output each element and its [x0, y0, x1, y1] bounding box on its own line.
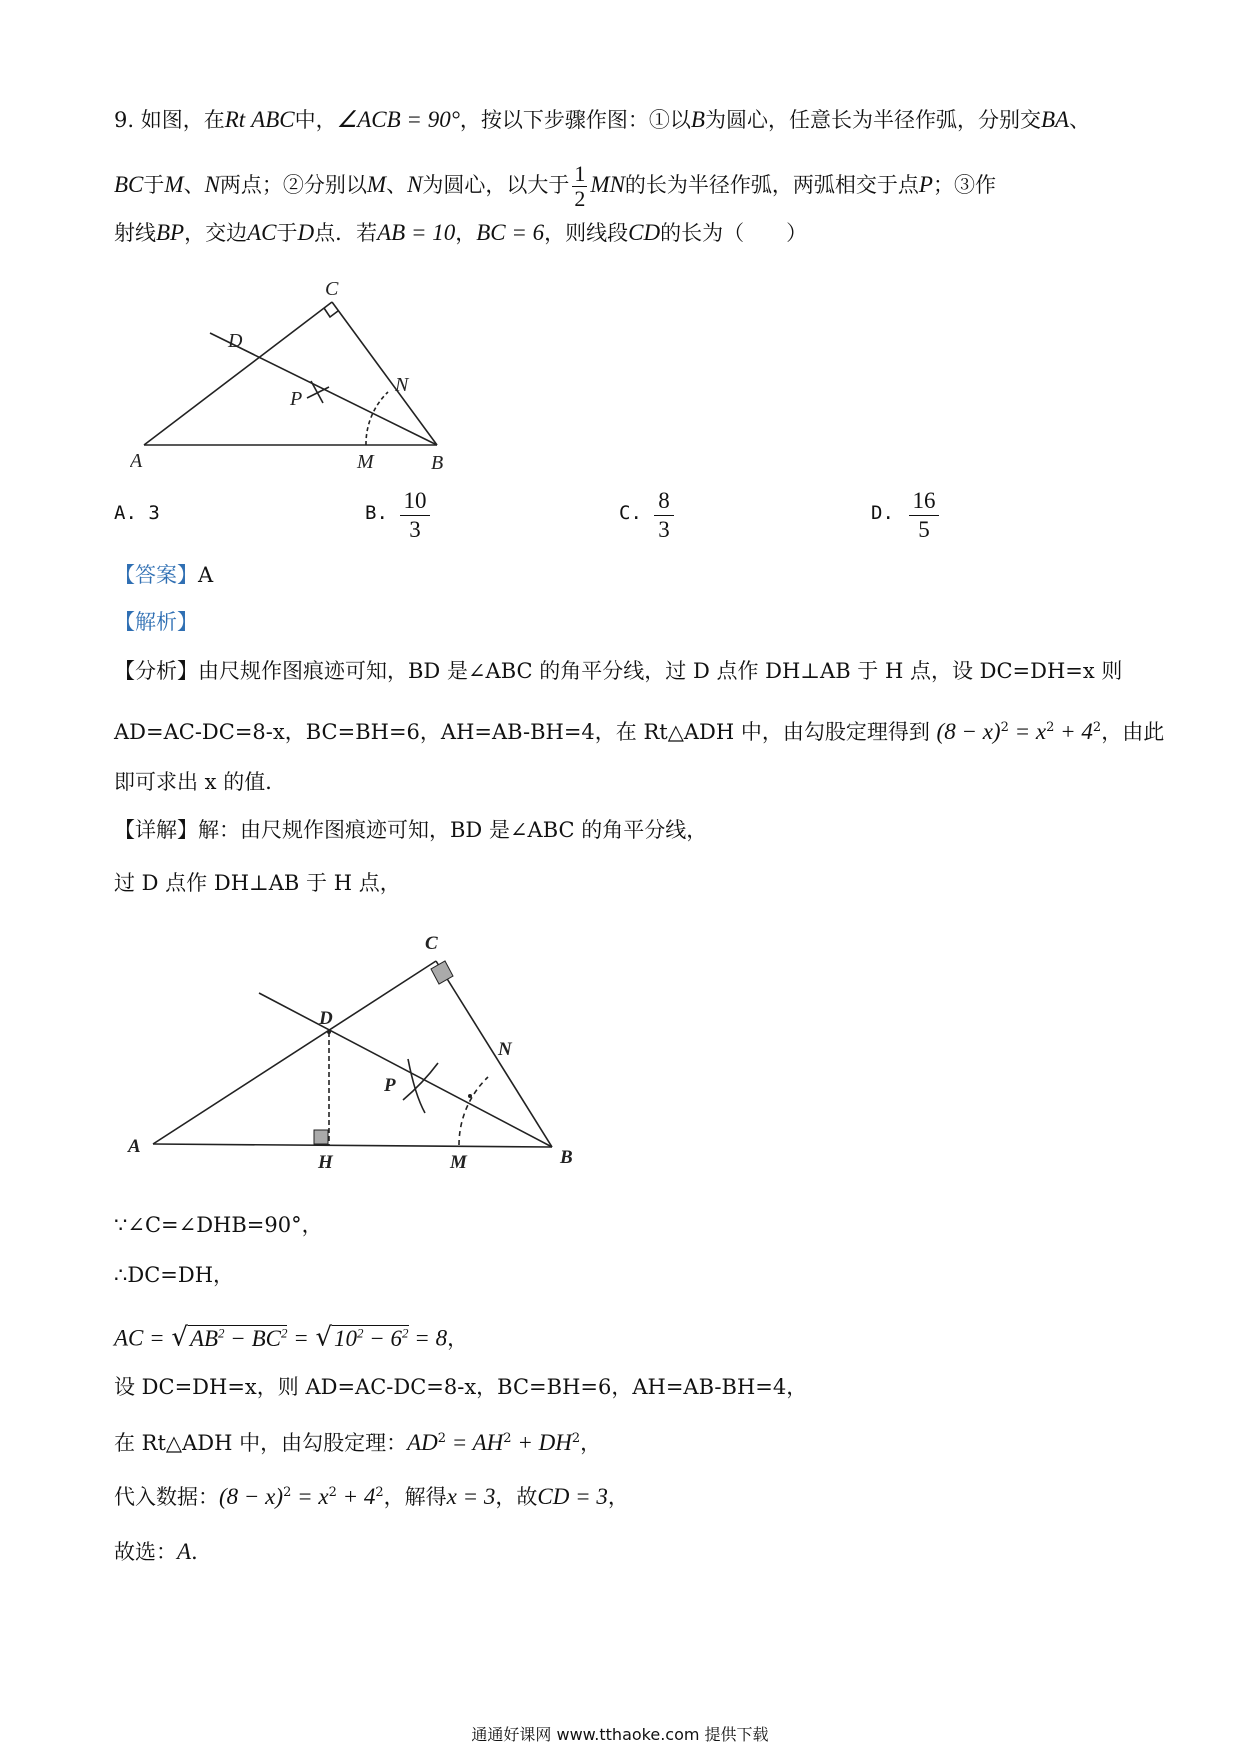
- label-p: P: [384, 1075, 396, 1096]
- ray-bp: [259, 993, 552, 1147]
- question-line-3: [114, 218, 807, 248]
- label-m: M: [357, 451, 374, 473]
- sup: 2: [283, 1485, 292, 1500]
- text: 于: [276, 221, 298, 245]
- equation-part: (8 − x): [219, 1484, 284, 1509]
- step-6: [114, 1478, 629, 1512]
- analysis-line-2: [114, 713, 1164, 747]
- answer-line: [114, 560, 213, 590]
- text: 、: [183, 173, 205, 197]
- text: 射线: [114, 221, 156, 245]
- text: ；③作: [932, 173, 996, 197]
- text: N: [407, 172, 423, 197]
- numerator: 16: [909, 487, 939, 516]
- sup: 2: [503, 1431, 512, 1446]
- right-angle-c: [431, 961, 453, 984]
- segment-ac: [153, 961, 436, 1144]
- step-2: ∴DC=DH，: [114, 1263, 235, 1287]
- triangle-figure-1: [130, 275, 470, 480]
- step-5: [114, 1424, 601, 1458]
- label-a: A: [130, 450, 143, 472]
- label-c: C: [325, 278, 339, 300]
- label-p: P: [290, 388, 303, 410]
- answer-value: A: [198, 563, 214, 587]
- option-letter: A.: [114, 502, 137, 524]
- analysis-heading: 【解析】: [114, 610, 198, 634]
- text: 点．若: [314, 221, 378, 245]
- text: AB = 10: [377, 220, 456, 245]
- text: ，交边: [184, 221, 248, 245]
- option-d-fraction: [909, 487, 939, 544]
- page-footer: 通通好课网 www.tthaoke.com 提供下载: [471, 1725, 769, 1744]
- segment-cb: [436, 961, 552, 1147]
- text: 两点；②分别以: [219, 173, 367, 197]
- text: 由尺规作图痕迹可知，BD 是∠ABC 的角平分线，过 D 点作 DH⊥AB 于 H 点，设 DC=DH=x 则: [198, 659, 1123, 683]
- label-a: A: [128, 1136, 141, 1157]
- step-4: 设 DC=DH=x，则 AD=AC-DC=8-x，BC=BH=6，AH=AB-BH=4，: [114, 1375, 808, 1399]
- label-m: M: [450, 1152, 467, 1173]
- arc-cross-2: [403, 1063, 438, 1100]
- segment-ab: [153, 1144, 552, 1147]
- step-1: ∵∠C=∠DHB=90°，: [114, 1213, 323, 1237]
- analysis-tag: 【分析】: [114, 659, 198, 683]
- text: ，由此: [1101, 720, 1165, 744]
- label-d: D: [319, 1008, 333, 1029]
- sup: 2: [1000, 720, 1009, 735]
- label-n: N: [395, 374, 409, 396]
- text: ，: [455, 221, 477, 245]
- arc-cross-1: [311, 381, 323, 403]
- text: 故选：: [114, 1540, 177, 1564]
- option-value: 3: [148, 502, 160, 524]
- label-n: N: [498, 1039, 512, 1060]
- sup: 2: [375, 1485, 384, 1500]
- text: 为圆心，任意长为半径作弧，分别交: [704, 108, 1041, 132]
- right-angle-mark: [324, 308, 338, 317]
- numerator: 1: [574, 161, 586, 186]
- equation-part: (8 − x): [936, 719, 1001, 744]
- arc-cross-1: [408, 1059, 425, 1113]
- text: ，按以下步骤作图：①以: [459, 108, 691, 132]
- equation-part: = x: [1008, 719, 1047, 744]
- text: 中，: [294, 108, 337, 132]
- equation-part: A: [177, 1539, 192, 1564]
- answer-tag: 【答案】: [114, 563, 198, 587]
- text: BC = 6: [476, 220, 545, 245]
- equation-part: x = 3: [446, 1484, 496, 1509]
- text: 于: [143, 173, 165, 197]
- text: B: [690, 107, 705, 132]
- point-p: [468, 1094, 472, 1098]
- text: Rt: [224, 107, 246, 132]
- triangle-figure-2: [120, 925, 590, 1190]
- text: ，则线段: [544, 221, 629, 245]
- label-d: D: [228, 330, 243, 352]
- text: MN: [590, 172, 625, 197]
- equation-part: − 6: [363, 1325, 403, 1351]
- equation-part: + 4: [336, 1484, 376, 1509]
- right-angle-h: [314, 1130, 328, 1144]
- equation-part: = x: [291, 1484, 329, 1509]
- text: 的长为半径作弧，两弧相交于点: [624, 173, 919, 197]
- analysis-line-3: 即可求出 x 的值．: [114, 770, 287, 794]
- step-7: [114, 1537, 212, 1567]
- text: N: [204, 172, 220, 197]
- sqrt-sign: √: [171, 1322, 188, 1353]
- text: 解：由尺规作图痕迹可知，BD 是∠ABC 的角平分线，: [198, 818, 708, 842]
- text: ，故: [495, 1485, 538, 1509]
- equation-part: AD: [407, 1430, 438, 1455]
- detail-tag: 【详解】: [114, 818, 198, 842]
- numerator: 8: [654, 487, 674, 516]
- text: BP: [156, 220, 185, 245]
- equation-part: − BC: [224, 1325, 281, 1351]
- text: AD=AC-DC=8-x，BC=BH=6，AH=AB-BH=4，在 Rt△ADH 中，由勾股定理得到: [114, 720, 930, 744]
- step-3-equation: [114, 1318, 468, 1354]
- question-line-2: [114, 162, 996, 211]
- text: 、: [1069, 108, 1091, 132]
- detail-line-2: 过 D 点作 DH⊥AB 于 H 点，: [114, 871, 401, 895]
- question-line-1: [114, 105, 1090, 135]
- segment-cb: [332, 302, 437, 445]
- text: M: [366, 172, 387, 197]
- equation-part: AC =: [114, 1325, 165, 1351]
- option-d-letter: D.: [871, 502, 894, 524]
- text: 9. 如图，在: [114, 108, 225, 132]
- text: P: [918, 172, 933, 197]
- sup: 2: [218, 1325, 225, 1340]
- option-a: [114, 502, 160, 524]
- option-c-fraction: [654, 487, 674, 544]
- sqrt-sign: √: [315, 1322, 333, 1353]
- segment-ac: [144, 302, 332, 445]
- label-h: H: [318, 1152, 333, 1173]
- equation-part: + 4: [1054, 719, 1093, 744]
- text: 、: [386, 173, 408, 197]
- option-b-letter: B.: [365, 502, 388, 524]
- sup: 2: [328, 1485, 337, 1500]
- text: ．: [191, 1540, 213, 1564]
- text: BC: [114, 172, 144, 197]
- detail-line-1: [114, 815, 707, 845]
- equation-part: AB: [189, 1325, 219, 1351]
- sup: 2: [357, 1325, 364, 1340]
- text: 代入数据：: [114, 1485, 219, 1509]
- denominator: 3: [409, 517, 421, 542]
- text: CD: [628, 220, 661, 245]
- equation-part: = AH: [446, 1430, 504, 1455]
- option-b-fraction: [400, 487, 430, 544]
- text: ，: [447, 1326, 469, 1351]
- text: D: [297, 220, 315, 245]
- equation-part: =: [287, 1325, 309, 1351]
- denominator: 3: [658, 517, 670, 542]
- denominator: 2: [574, 186, 586, 211]
- option-c-letter: C.: [619, 502, 642, 524]
- equation-part: + DH: [511, 1430, 572, 1455]
- text: 的长为（ ）: [660, 221, 808, 245]
- sup: 2: [402, 1325, 409, 1340]
- equation-part: 10: [334, 1325, 358, 1351]
- sup: 2: [1046, 720, 1055, 735]
- text: M: [164, 172, 184, 197]
- analysis-line-1: [114, 656, 1122, 686]
- text: ，: [607, 1485, 629, 1509]
- text: AC: [247, 220, 277, 245]
- text: 为圆心，以大于: [422, 173, 570, 197]
- text: ，: [580, 1431, 602, 1455]
- sup: 2: [571, 1431, 581, 1446]
- fraction-one-half: [572, 162, 587, 211]
- sup: 2: [1092, 720, 1102, 735]
- text: ，解得: [383, 1485, 447, 1509]
- sqrt-content: [188, 1325, 288, 1351]
- label-c: C: [425, 933, 438, 954]
- arc-cross-2: [307, 387, 329, 398]
- equation-part: CD = 3: [537, 1484, 608, 1509]
- sup: 2: [437, 1431, 447, 1446]
- label-b: B: [431, 452, 444, 474]
- text: BA: [1040, 107, 1070, 132]
- text: ∠ACB = 90°: [336, 107, 460, 132]
- label-b: B: [560, 1147, 573, 1168]
- denominator: 5: [918, 517, 930, 542]
- sqrt-content: [332, 1325, 409, 1351]
- equation-part: = 8: [408, 1325, 448, 1351]
- text: ABC: [251, 107, 295, 132]
- sup: 2: [280, 1325, 288, 1340]
- point-d: [327, 1030, 331, 1034]
- numerator: 10: [400, 487, 430, 516]
- text: 在 Rt△ADH 中，由勾股定理：: [114, 1431, 408, 1455]
